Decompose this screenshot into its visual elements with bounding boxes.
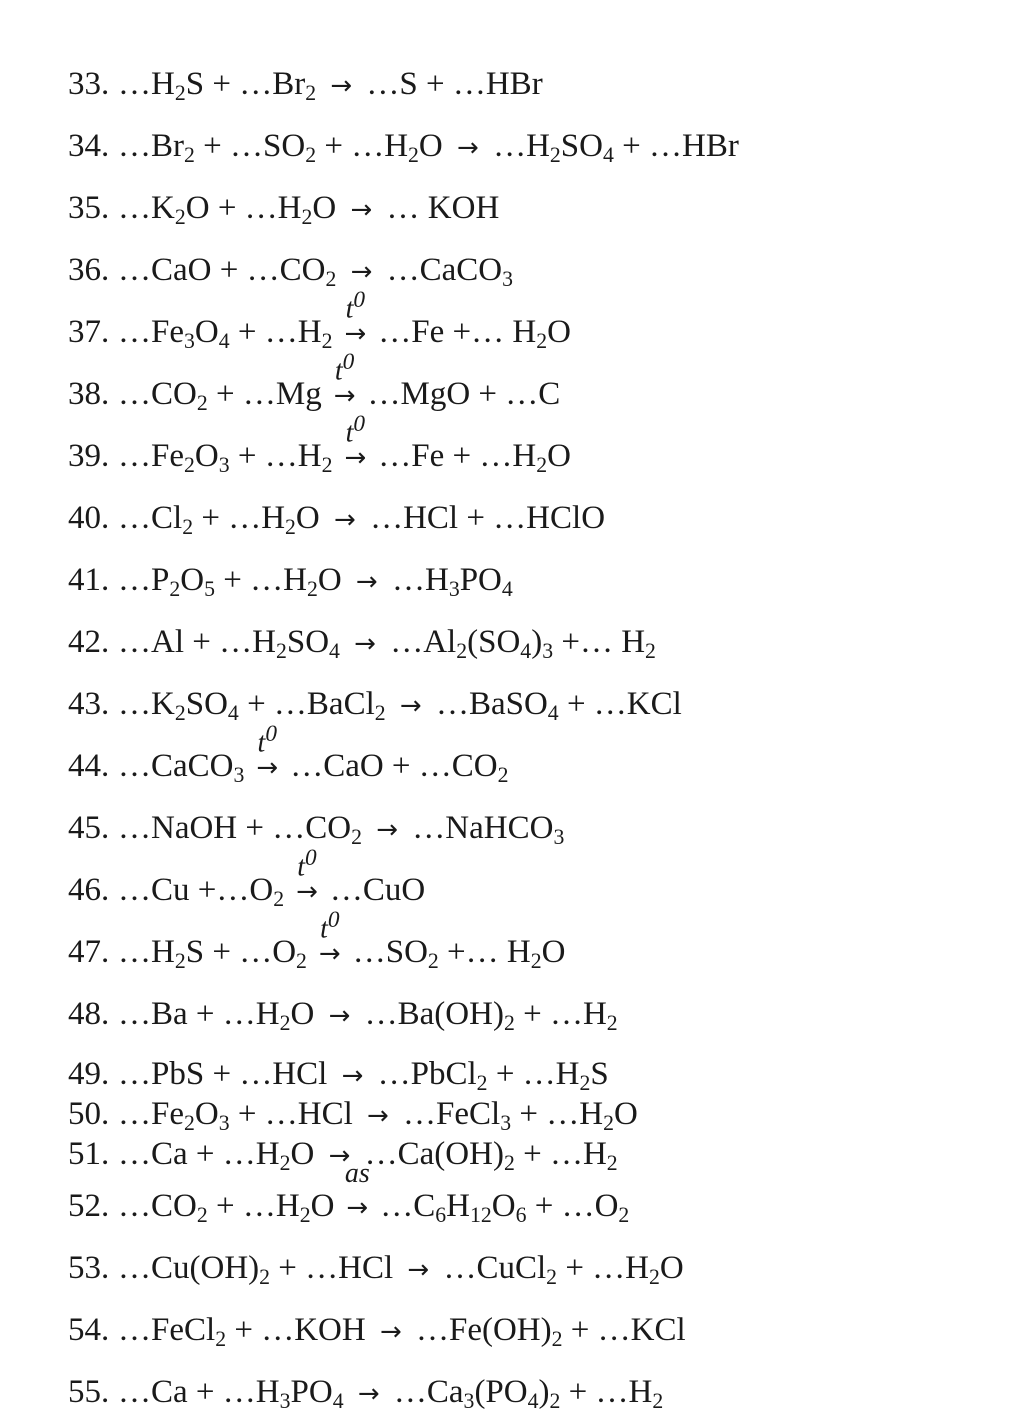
equation-text: …Ba + $\dots H_2O$ → $\dots Ba(OH)_2$ + $\dots H_2$ xyxy=(118,996,618,1036)
equation-text: $\dots Br_2$ + $\dots SO_2$ + $\dots H_2O$ → $\dots H_2SO_4$ + …HBr xyxy=(118,128,739,168)
equation-number: 35. xyxy=(68,190,110,226)
equation-text: $\dots K_2SO_4$ + …BaCl$_2$ → …BaSO$_4$ + …KCl xyxy=(118,686,682,726)
equation-row xyxy=(68,845,426,912)
equation-number: 51. xyxy=(68,1136,110,1172)
equation-text: $\dots H_2S$ + $\dots O_2$ $t^0$ → $\dots SO_2$ +… $H_2O$ xyxy=(118,907,566,974)
equation-number: 47. xyxy=(68,934,110,970)
equation-number: 53. xyxy=(68,1250,110,1286)
equation-number: 36. xyxy=(68,252,110,288)
equation-row xyxy=(68,1372,663,1414)
equation-row xyxy=(68,560,513,602)
equation-row xyxy=(68,1094,638,1136)
equation-text: $\dots CO_2$ + …Mg $t^0$ → …MgO + …C xyxy=(118,349,561,416)
equation-number: 44. xyxy=(68,748,110,784)
equation-number: 40. xyxy=(68,500,110,536)
equation-text: …FeCl$_2$ + …KOH → $\dots Fe(OH)_2$ + …KCl xyxy=(118,1312,686,1352)
equation-number: 41. xyxy=(68,562,110,598)
equation-row xyxy=(68,1248,684,1290)
equation-text: $\dots H_2S$ + $\dots Br_2$ → …S + …HBr xyxy=(118,66,543,106)
equation-number: 52. xyxy=(68,1188,110,1224)
equation-text: …CaCO$_3$ $t^0$ → …CaO + $\dots CO_2$ xyxy=(118,721,509,788)
equation-number: 48. xyxy=(68,996,110,1032)
equation-row xyxy=(68,622,656,664)
equation-number: 34. xyxy=(68,128,110,164)
equation-text: …Al + $\dots H_2SO_4$ → $\dots Al_2(SO_4)_3$ +… $H_2$ xyxy=(118,624,656,664)
equation-row xyxy=(68,1054,609,1096)
equation-text: $\dots Fe_3O_4$ + $\dots H_2$ $t^0$ → …Fe +… $H_2O$ xyxy=(118,287,571,354)
equation-text: $\dots Cl_2$ + $\dots H_2O$ → …HCl + …HClO xyxy=(118,500,606,540)
equation-row xyxy=(68,907,566,974)
equation-row xyxy=(68,721,509,788)
equation-text: $\dots Cu(OH)_2$ + …HCl → …CuCl$_2$ + $\dots H_2O$ xyxy=(118,1250,684,1290)
equation-row xyxy=(68,994,618,1036)
equation-number: 33. xyxy=(68,66,110,102)
equation-row xyxy=(68,349,561,416)
equation-text: $\dots Fe_2O_3$ + $\dots H_2$ $t^0$ → …Fe + $\dots H_2O$ xyxy=(118,411,571,478)
equation-text: …Ca + $\dots H_2O$ → $\dots Ca(OH)_2$ + $\dots H_2$ xyxy=(118,1136,618,1176)
equation-row xyxy=(68,411,571,478)
equation-number: 42. xyxy=(68,624,110,660)
equation-row xyxy=(68,498,605,540)
equation-row xyxy=(68,1134,618,1176)
equation-number: 55. xyxy=(68,1374,110,1410)
equation-row xyxy=(68,684,682,726)
equation-row xyxy=(68,64,543,106)
equation-row xyxy=(68,1310,686,1352)
equation-text: $\dots CO_2$ + $\dots H_2O$ as → $\dots C_6H_{12}O_6$ + $\dots O_2$ xyxy=(118,1158,630,1228)
equation-number: 46. xyxy=(68,872,110,908)
equation-row xyxy=(68,250,513,292)
equation-number: 38. xyxy=(68,376,110,412)
equation-row xyxy=(68,1158,630,1228)
equation-text: …Cu $+\dots O_2$ $t^0$ → …CuO xyxy=(118,845,426,912)
equation-row xyxy=(68,287,571,354)
equation-text: …Ca + $\dots H_3PO_4$ → $\dots Ca_3(PO_4)_2$ + $\dots H_2$ xyxy=(118,1374,664,1414)
equation-row xyxy=(68,126,739,168)
equation-number: 49. xyxy=(68,1056,110,1092)
equation-text: …NaOH + $\dots CO_2$ → …NaHCO$_3$ xyxy=(118,810,565,850)
equation-number: 39. xyxy=(68,438,110,474)
equation-number: 50. xyxy=(68,1096,110,1132)
equation-text: …PbS + …HCl → …PbCl$_2$ + $\dots H_2S$ xyxy=(118,1056,609,1096)
equation-number: 43. xyxy=(68,686,110,722)
equation-text: …CaO + $\dots CO_2$ → …CaCO$_3$ xyxy=(118,252,514,292)
equation-number: 54. xyxy=(68,1312,110,1348)
equation-text: $\dots K_2O$ + $\dots H_2O$ → … KOH xyxy=(118,190,500,230)
equation-number: 37. xyxy=(68,314,110,350)
equation-text: $\dots Fe_2O_3$ + …HCl → …FeCl$_3$ + $\dots H_2O$ xyxy=(118,1096,638,1136)
equation-row xyxy=(68,188,499,230)
equation-number: 45. xyxy=(68,810,110,846)
equation-text: $\dots P_2O_5$ + $\dots H_2O$ → $\dots H_3PO_4$ xyxy=(118,562,513,602)
